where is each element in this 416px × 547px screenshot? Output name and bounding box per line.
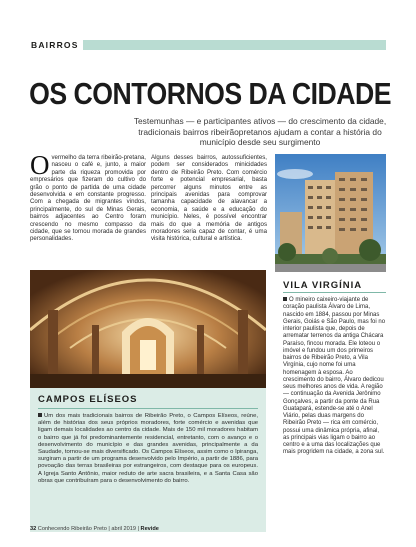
bullet-square-icon	[283, 297, 287, 301]
section-label: BAIRROS	[30, 40, 83, 50]
church-interior-photo	[30, 270, 266, 388]
bullet-square-icon	[38, 413, 42, 417]
subtitle: Testemunhas — e participantes ativos — do crescimento da cidade, tradicionais bairros ribeirãopretanos ajudam a contar a história do município desde seu surgimento	[133, 116, 387, 148]
vila-virginia-rule	[283, 292, 386, 293]
footer	[30, 526, 159, 532]
campos-eliseos-body: Um dos mais tradicionais bairros de Ribeirão Preto, o Campos Elíseos, reúne, além de histórias dos seus próprios moradores, forte comércio e avenidas que ligam demais localidades ao centro da cidade. Mais de 150 mil moradores habitam o bairro que já foi predominantemente residencial, entretanto, com o avanço e o desenvolvimento do município e das grandes avenidas, principalmente a da Saudade, tornou-se mais diversificado. Os Campos Elíseos, assim como o Ipiranga, surgiram a partir de um programa desenvolvido pelo Império, a partir de 1886, para povoação das terras brasileiras por estrangeiros, com destaque para os europeus. A Igreja Santo Antônio, maior reduto de arte sacra brasileira, e a Santa Casa são obras que contribuíram para o desenvolvimento do bairro.	[38, 413, 258, 484]
building-photo	[275, 154, 386, 272]
vila-virginia-body: O mineiro caixeiro-viajante de coração paulista Álvaro de Lima, nascido em 1884, passou por Minas Gerais, Goiás e São Paulo, mas foi no interior paulista que, depois de arrematar terrenos da antiga Chácara Paraíso, fincou morada. Ele loteou o imóvel e fundou um dos primeiros bairros de Ribeirão Preto, a Vila Virgínia, cujo nome foi uma homenagem à esposa. Ao crescimento do bairro, Álvaro dedicou seus melhores anos de vida. A região — continuação da Avenida Jerônimo Gonçalves, a partir da ponte da Rua Guatapará, estende-se até o Anel Viário, pelas duas margens do Ribeirão Preto — rica em comércio, possui uma dinâmica própria, afinal, as principais vias ligam o bairro ao centro e a uma das localizações que mais progridem na cidade, a zona sul.	[283, 297, 386, 456]
church-illustration	[30, 270, 266, 388]
intro-column-1	[30, 150, 146, 243]
campos-eliseos-rule	[38, 408, 258, 409]
section-bar	[30, 40, 386, 50]
campos-eliseos-box	[30, 388, 266, 532]
intro-text-1: vermelho da terra ribeirão-pretana, nasceu o café e, junto, a maior parte da riqueza promovida por empresários que fizeram do cultivo do grão o ponto de partida de uma cidade desenvolvida e em constante progresso. Com a chegada de migrantes vindos, principalmente, do sul de Minas Gerais, bairros adjacentes ao Centro foram crescendo no mesmo compasso da cidade, que se tornou morada de grandes personalidades.	[30, 154, 146, 243]
drop-cap: O	[30, 150, 50, 180]
vila-virginia-text	[283, 297, 386, 457]
vila-virginia-heading: VILA VIRGÍNIA	[283, 280, 363, 291]
page-title: OS CONTORNOS DA CIDADE	[29, 76, 392, 111]
intro-column-2: Alguns desses bairros, autossuficientes, podem ser considerados minicidades dentro de Ribeirão Preto. Com comércio forte e potencial empresarial, basta percorrer alguns minutos entre as principais avenidas para comprovar tamanha capacidade de alavancar a economia, a saúde e a educação do município. Neles, é possível encontrar mais do que a memória de antigos moradores seria capaz de contar, é uma visita histórica, cultural e artística.	[151, 154, 267, 243]
footer-brand: Revide	[140, 526, 159, 532]
page-number: 32	[30, 526, 37, 532]
campos-eliseos-text	[38, 413, 258, 485]
building-illustration	[275, 154, 386, 272]
footer-text: Conhecendo Ribeirão Preto | abril 2019 |	[37, 526, 139, 532]
campos-eliseos-heading: CAMPOS ELÍSEOS	[38, 394, 138, 405]
